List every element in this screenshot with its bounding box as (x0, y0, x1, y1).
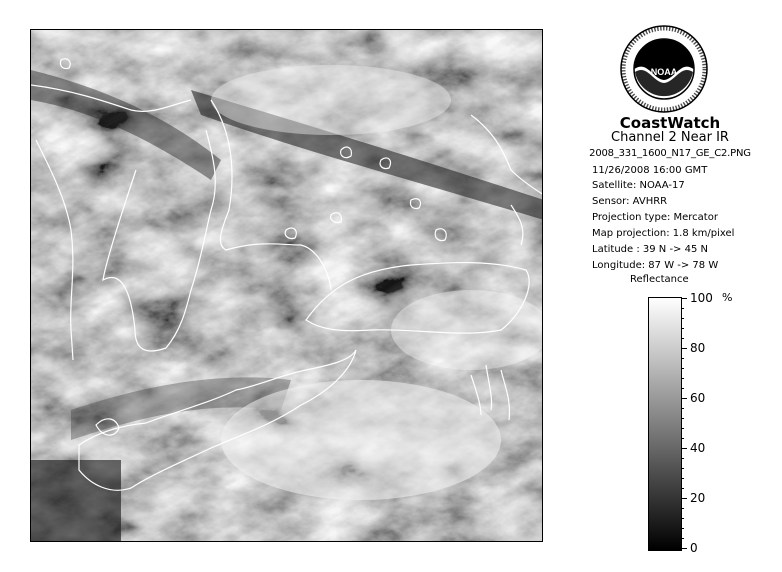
legend-minor-tick (681, 508, 684, 509)
dark-ground (31, 460, 121, 542)
satellite-info: Satellite: NOAA-17 (592, 180, 685, 191)
bright-cloud (221, 380, 501, 500)
legend-minor-tick (681, 458, 684, 459)
projection-type: Projection type: Mercator (592, 212, 718, 223)
legend-minor-tick (681, 428, 684, 429)
legend-minor-tick (681, 368, 684, 369)
longitude-range: Longitude: 87 W -> 78 W (592, 260, 719, 271)
legend-minor-tick (681, 338, 684, 339)
legend-minor-tick (681, 468, 684, 469)
legend-title: Reflectance (630, 274, 689, 285)
legend-minor-tick (681, 308, 684, 309)
legend-tick (681, 398, 687, 399)
sensor-info: Sensor: AVHRR (592, 196, 668, 207)
app-title: CoastWatch (619, 114, 721, 132)
legend-tick-label: 60 (690, 391, 706, 405)
legend-tick (681, 448, 687, 449)
file-name: 2008_331_1600_N17_GE_C2.PNG (589, 148, 751, 159)
legend-tick-label: 0 (690, 541, 698, 555)
map-projection: Map projection: 1.8 km/pixel (592, 228, 735, 239)
legend-minor-tick (681, 378, 684, 379)
satellite-image-svg (31, 30, 543, 542)
noaa-logo (619, 24, 709, 114)
legend-tick-label: 40 (690, 441, 706, 455)
legend-minor-tick (681, 328, 684, 329)
legend-tick-label: 20 (690, 491, 706, 505)
legend-minor-tick (681, 388, 684, 389)
satellite-image[interactable] (30, 29, 543, 542)
legend-tick (681, 298, 687, 299)
bright-cloud (211, 65, 451, 135)
legend-minor-tick (681, 318, 684, 319)
legend-tick (681, 348, 687, 349)
noaa-logo-svg (619, 24, 709, 114)
legend-minor-tick (681, 418, 684, 419)
legend-unit: % (722, 291, 733, 304)
legend-minor-tick (681, 408, 684, 409)
channel-label: Channel 2 Near IR (611, 130, 729, 145)
latitude-range: Latitude : 39 N -> 45 N (592, 244, 708, 255)
legend-minor-tick (681, 478, 684, 479)
legend-minor-tick (681, 518, 684, 519)
legend-minor-tick (681, 358, 684, 359)
legend-minor-tick (681, 488, 684, 489)
legend-tick-label: 80 (690, 341, 706, 355)
legend-minor-tick (681, 528, 684, 529)
legend-minor-tick (681, 438, 684, 439)
reflectance-color-scale (648, 297, 682, 551)
legend-minor-tick (681, 538, 684, 539)
legend-tick (681, 548, 687, 549)
legend-tick-label: 100 (690, 291, 713, 305)
noaa-logo-label: NOAA (650, 67, 678, 77)
date-time: 11/26/2008 16:00 GMT (592, 165, 708, 176)
legend-tick (681, 498, 687, 499)
